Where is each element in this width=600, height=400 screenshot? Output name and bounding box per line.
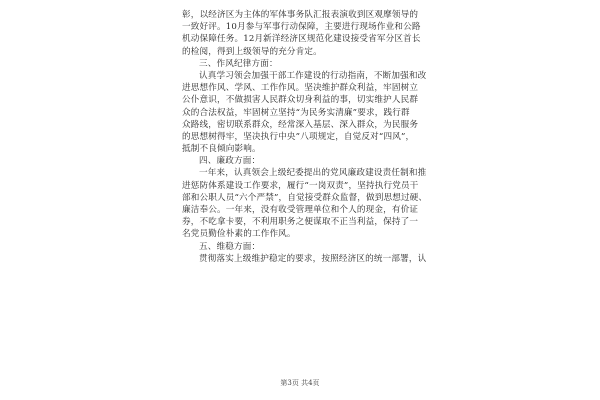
text-line: 名党员勤俭朴素的工作作风。 (182, 229, 296, 240)
text-line: 彰，以经济区为主体的军体事务队汇报表演收到区观摩领导的 (182, 10, 419, 20)
text-line: 券，不吃拿卡要，不利用职务之便谋取不正当利益，保持了一 (182, 217, 419, 228)
text-line: 众的合法权益，牢固树立坚持“为民务实清廉”要求，践行群 (182, 107, 410, 118)
text-line: 公仆意识，不做损害人民群众切身利益的事，切实维护人民群 (182, 95, 419, 106)
page-number-footer: 第3页 共4页 (280, 379, 320, 387)
text-line: 一年来，认真领会上级纪委提出的党风廉政建设责任制和推 (199, 168, 427, 179)
text-line: 的思想树得牢，坚决执行中央”八项规定，自觉反对“四风”， (182, 131, 415, 142)
text-line: 进思想作风、学风、工作作风。坚决维护群众利益，牢固树立 (182, 83, 419, 94)
text-line: 四、廉政方面： (199, 156, 261, 167)
text-line: 的检阅，得到上级领导的充分肯定。 (182, 46, 322, 57)
text-line: 抵制不良倾向影响。 (182, 144, 261, 155)
text-line: 部和公职人员“六个严禁”，自觉接受群众监督，做到思想过硬、 (182, 192, 428, 203)
text-line: 三、作风纪律方面： (199, 58, 278, 69)
text-line: 机动保障任务。12月新洋经济区规范化建设接受省军分区首长 (182, 34, 421, 45)
text-line: 廉洁奉公。一年来，没有收受管理单位和个人的现金，有价证 (182, 205, 419, 215)
text-line: 贯彻落实上级维护稳定的要求，按照经济区的统一部署，认 (199, 253, 427, 264)
text-line: 认真学习领会加强干部工作建设的行动指南，不断加强和改 (199, 70, 427, 81)
text-line: 众路线，密切联系群众，经常深入基层、深入群众，为民服务 (182, 119, 419, 130)
text-line: 一致好评。10月参与军事行动保障，主要进行现场作业和公路 (182, 22, 421, 33)
text-line: 进惩防体系建设工作要求，履行“一岗双责”，坚持执行党员干 (182, 180, 419, 191)
document-body (182, 9, 428, 265)
text-line: 五、维稳方面： (199, 241, 261, 252)
